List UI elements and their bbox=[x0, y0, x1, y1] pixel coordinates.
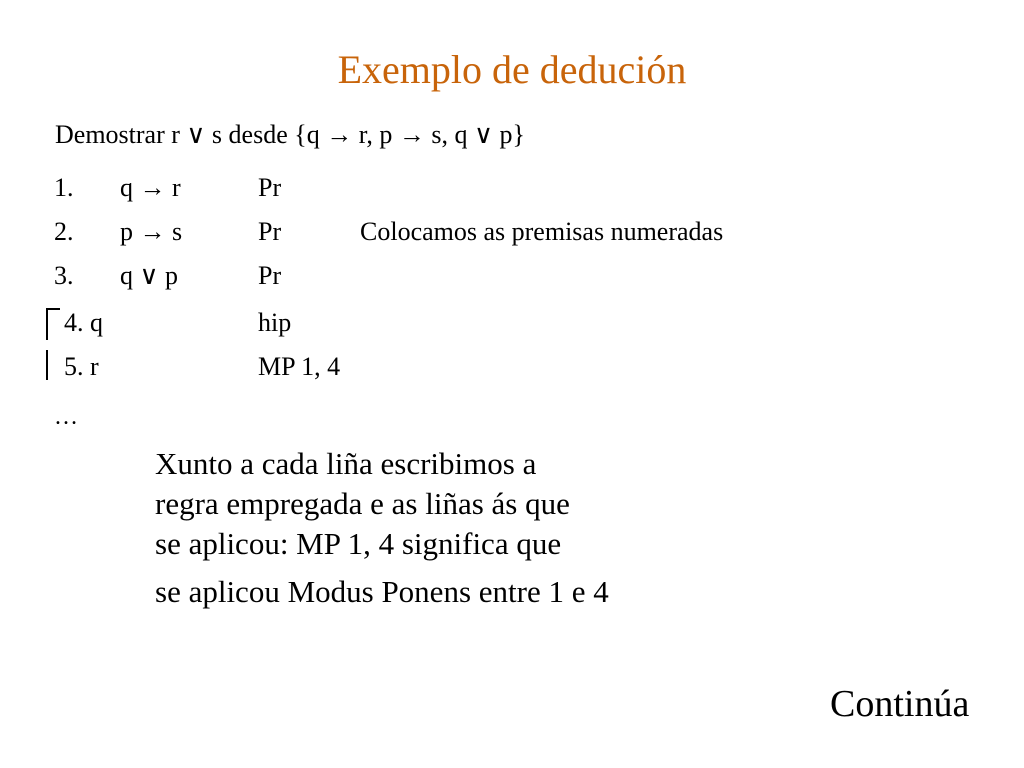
step-line: 4. q bbox=[64, 308, 103, 337]
slide-title: Exemplo de dedución bbox=[337, 47, 687, 92]
step-note: Colocamos as premisas numeradas bbox=[360, 217, 724, 246]
step-number: 3. bbox=[54, 261, 74, 290]
step-justification: hip bbox=[258, 308, 292, 337]
explanation-line: Xunto a cada liña escribimos a bbox=[155, 446, 537, 481]
step-number: 2. bbox=[54, 217, 74, 246]
explanation-line: se aplicou: MP 1, 4 significa que bbox=[155, 526, 562, 561]
ellipsis: … bbox=[54, 404, 78, 430]
step-formula: q ∨ p bbox=[120, 261, 179, 290]
hypothesis-bracket bbox=[46, 350, 60, 380]
step-number: 1. bbox=[54, 173, 74, 202]
step-justification: MP 1, 4 bbox=[258, 352, 341, 381]
continue-link[interactable]: Continúa bbox=[830, 683, 970, 725]
step-justification: Pr bbox=[258, 173, 282, 202]
step-justification: Pr bbox=[258, 217, 282, 246]
explanation-line: regra empregada e as liñas ás que bbox=[155, 486, 570, 521]
step-line: 5. r bbox=[64, 352, 99, 381]
step-justification: Pr bbox=[258, 261, 282, 290]
hypothesis-bracket-top bbox=[46, 308, 60, 340]
explanation-text bbox=[155, 444, 609, 612]
deduction-goal: Demostrar r ∨ s desde {q → r, p → s, q ∨ p} bbox=[55, 120, 525, 149]
step-formula: p → s bbox=[120, 217, 183, 246]
explanation-line: se aplicou Modus Ponens entre 1 e 4 bbox=[155, 574, 609, 609]
step-formula: q → r bbox=[120, 173, 181, 202]
